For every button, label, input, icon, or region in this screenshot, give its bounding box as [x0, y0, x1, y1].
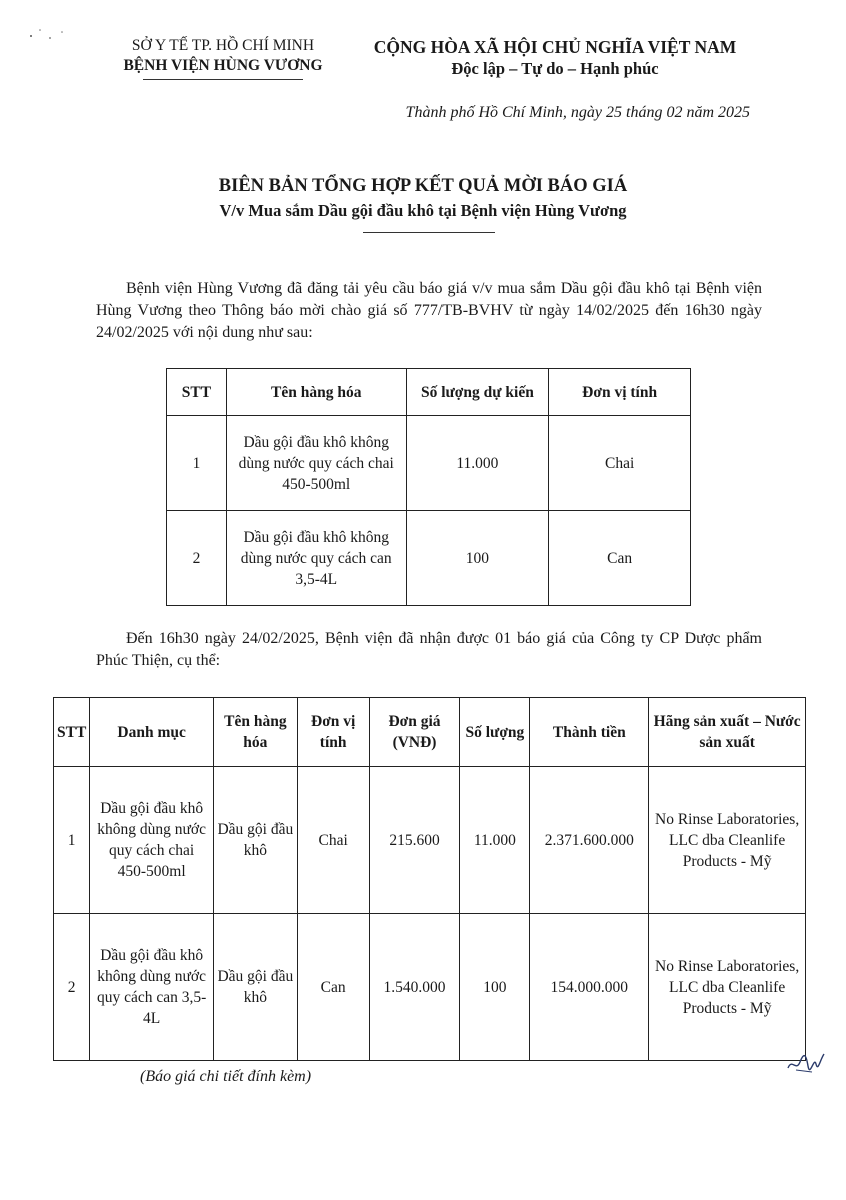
requested-items-table [166, 368, 691, 606]
issuing-organization [98, 36, 348, 80]
table-header-row [167, 369, 691, 416]
table-cell: 154.000.000 [530, 914, 649, 1061]
handwritten-initials [786, 1050, 826, 1076]
document-title: BIÊN BẢN TỔNG HỢP KẾT QUẢ MỜI BÁO GIÁ [218, 176, 628, 196]
table-cell: 2.371.600.000 [530, 767, 649, 914]
column-header: Đơn vị tính [297, 698, 369, 767]
nation-name: CỘNG HÒA XÃ HỘI CHỦ NGHĨA VIỆT NAM [373, 37, 737, 57]
column-header: Số lượng dự kiến [406, 369, 549, 416]
table-row [167, 511, 691, 606]
title-underline [363, 232, 495, 233]
national-heading [355, 36, 755, 80]
date-line: Thành phố Hồ Chí Minh, ngày 25 tháng 02 năm 2025 [405, 104, 750, 121]
table-cell: No Rinse Laboratories, LLC dba Cleanlife Products - Mỹ [649, 914, 806, 1061]
column-header: STT [167, 369, 227, 416]
column-header: Đơn vị tính [549, 369, 691, 416]
organization-name: BỆNH VIỆN HÙNG VƯƠNG [123, 57, 323, 74]
column-header: Tên hàng hóa [226, 369, 406, 416]
table-cell: 1 [54, 767, 90, 914]
table-cell: No Rinse Laboratories, LLC dba Cleanlife Products - Mỹ [649, 767, 806, 914]
table-cell: 100 [406, 511, 549, 606]
table-cell: Can [549, 511, 691, 606]
column-header: Danh mục [90, 698, 214, 767]
table-cell: Dầu gội đầu khô không dùng nước quy cách chai 450-500ml [226, 416, 406, 511]
scan-specks [28, 26, 68, 42]
national-motto: Độc lập – Tự do – Hạnh phúc [451, 59, 659, 78]
intro-paragraph: Bệnh viện Hùng Vương đã đăng tải yêu cầu báo giá v/v mua sắm Dầu gội đầu khô tại Bệnh viện Hùng Vương theo Thông báo mời chào giá số 777/TB-BVHV từ ngày 14/02/2025 đến 16h30 ngày 24/02/2025 với nội dung như sau: [96, 280, 762, 341]
table-cell: Chai [549, 416, 691, 511]
table-cell: Dầu gội đầu khô [213, 767, 297, 914]
table-row [54, 767, 806, 914]
table-cell: 11.000 [406, 416, 549, 511]
column-header: Hãng sản xuất – Nước sản xuất [649, 698, 806, 767]
table-cell: 1 [167, 416, 227, 511]
table-cell: Chai [297, 767, 369, 914]
table-row [54, 914, 806, 1061]
table-header-row [54, 698, 806, 767]
table-cell: Dầu gội đầu khô không dùng nước quy cách chai 450-500ml [90, 767, 214, 914]
quotation-table [53, 697, 806, 1061]
table-cell: 2 [54, 914, 90, 1061]
table-cell: Dầu gội đầu khô không dùng nước quy cách can 3,5-4L [90, 914, 214, 1061]
result-paragraph: Đến 16h30 ngày 24/02/2025, Bệnh viện đã nhận được 01 báo giá của Công ty CP Dược phẩm Phúc Thiện, cụ thể: [96, 630, 762, 669]
table-cell: Can [297, 914, 369, 1061]
table-cell: 100 [460, 914, 530, 1061]
document-subtitle: V/v Mua sắm Dầu gội đầu khô tại Bệnh viện Hùng Vương [219, 201, 627, 220]
table-cell: Dầu gội đầu khô không dùng nước quy cách can 3,5-4L [226, 511, 406, 606]
table-cell: 1.540.000 [369, 914, 460, 1061]
table-row [167, 416, 691, 511]
column-header: STT [54, 698, 90, 767]
table-cell: 215.600 [369, 767, 460, 914]
parent-organization: SỞ Y TẾ TP. HỒ CHÍ MINH [131, 37, 315, 54]
table-cell: Dầu gội đầu khô [213, 914, 297, 1061]
column-header: Đơn giá (VNĐ) [369, 698, 460, 767]
attachment-note: (Báo giá chi tiết đính kèm) [140, 1068, 312, 1085]
table-cell: 2 [167, 511, 227, 606]
table-cell: 11.000 [460, 767, 530, 914]
column-header: Tên hàng hóa [213, 698, 297, 767]
column-header: Số lượng [460, 698, 530, 767]
organization-underline [143, 79, 303, 80]
column-header: Thành tiền [530, 698, 649, 767]
